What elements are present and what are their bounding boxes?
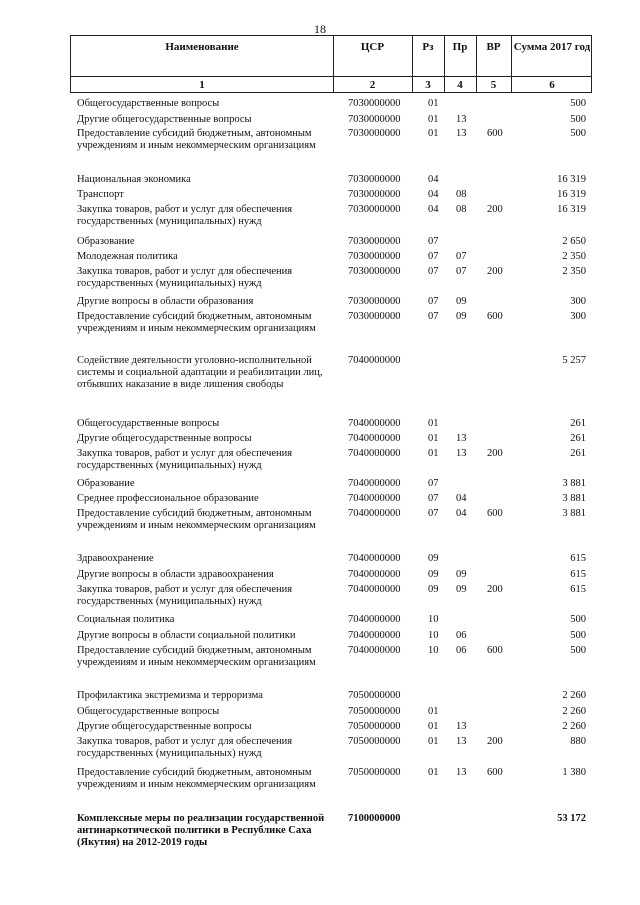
- cell-rz: 07: [428, 236, 439, 247]
- cell-sum: 5 257: [562, 355, 586, 366]
- cell-rz: 07: [428, 311, 439, 322]
- cell-pr: 13: [456, 128, 467, 139]
- cell-rz: 04: [428, 174, 439, 185]
- cell-name: Закупка товаров, работ и услуг для обеспечения государственных (муниципальных) нужд: [77, 448, 293, 471]
- cell-rz: 10: [428, 630, 439, 641]
- cell-rz: 07: [428, 508, 439, 519]
- header-num-3: 3: [425, 79, 431, 91]
- cell-rz: 04: [428, 204, 439, 215]
- cell-rz: 09: [428, 584, 439, 595]
- cell-csr: 7030000000: [348, 174, 401, 185]
- cell-sum: 500: [570, 114, 586, 125]
- cell-rz: 07: [428, 296, 439, 307]
- cell-sum: 3 881: [562, 493, 586, 504]
- cell-name: Молодежная политика: [77, 251, 178, 262]
- cell-csr: 7050000000: [348, 736, 401, 747]
- cell-name: Общегосударственные вопросы: [77, 98, 220, 109]
- cell-vr: 600: [487, 645, 503, 656]
- cell-csr: 7030000000: [348, 98, 401, 109]
- cell-pr: 13: [456, 114, 467, 125]
- header-num-1: 1: [199, 79, 205, 91]
- cell-name: Общегосударственные вопросы: [77, 706, 220, 717]
- cell-sum: 3 881: [562, 508, 586, 519]
- cell-name: Комплексные меры по реализации государственной антинаркотической политики в Республике Саха (Якутия) на 2012-2019 годы: [77, 813, 325, 848]
- cell-pr: 06: [456, 645, 467, 656]
- cell-csr: 7030000000: [348, 251, 401, 262]
- cell-sum: 300: [570, 311, 586, 322]
- cell-name: Здравоохранение: [77, 553, 154, 564]
- cell-name: Другие вопросы в области социальной политики: [77, 630, 296, 641]
- cell-rz: 10: [428, 645, 439, 656]
- cell-rz: 10: [428, 614, 439, 625]
- cell-csr: 7050000000: [348, 690, 401, 701]
- cell-csr: 7050000000: [348, 706, 401, 717]
- cell-csr: 7030000000: [348, 311, 401, 322]
- header-num-4: 4: [457, 79, 463, 91]
- cell-pr: 04: [456, 508, 467, 519]
- cell-sum: 16 319: [557, 174, 586, 185]
- cell-rz: 04: [428, 189, 439, 200]
- cell-csr: 7040000000: [348, 355, 401, 366]
- cell-sum: 2 260: [562, 706, 586, 717]
- cell-pr: 09: [456, 569, 467, 580]
- page-number: 18: [314, 22, 326, 36]
- cell-name: Транспорт: [77, 189, 124, 200]
- cell-name: Предоставление субсидий бюджетным, автономным учреждениям и иным некоммерческим организациям: [77, 645, 316, 668]
- cell-sum: 3 881: [562, 478, 586, 489]
- cell-rz: 01: [428, 448, 439, 459]
- cell-name: Социальная политика: [77, 614, 175, 625]
- cell-csr: 7030000000: [348, 128, 401, 139]
- cell-vr: 200: [487, 736, 503, 747]
- cell-vr: 200: [487, 448, 503, 459]
- header-csr: ЦСР: [360, 41, 385, 53]
- cell-rz: 01: [428, 706, 439, 717]
- cell-rz: 09: [428, 553, 439, 564]
- cell-csr: 7040000000: [348, 448, 401, 459]
- header-vr: ВР: [486, 41, 501, 53]
- cell-sum: 2 260: [562, 721, 586, 732]
- cell-csr: 7040000000: [348, 630, 401, 641]
- cell-sum: 500: [570, 645, 586, 656]
- cell-rz: 01: [428, 418, 439, 429]
- cell-rz: 09: [428, 569, 439, 580]
- cell-csr: 7050000000: [348, 721, 401, 732]
- cell-pr: 09: [456, 584, 467, 595]
- cell-pr: 13: [456, 448, 467, 459]
- header-rz: Рз: [422, 41, 434, 53]
- cell-vr: 600: [487, 767, 503, 778]
- cell-name: Предоставление субсидий бюджетным, автономным учреждениям и иным некоммерческим организациям: [77, 311, 316, 334]
- cell-rz: 07: [428, 493, 439, 504]
- cell-sum: 500: [570, 128, 586, 139]
- cell-sum: 615: [570, 584, 586, 595]
- cell-rz: 01: [428, 98, 439, 109]
- cell-csr: 7040000000: [348, 493, 401, 504]
- cell-sum: 2 350: [562, 251, 586, 262]
- cell-csr: 7040000000: [348, 569, 401, 580]
- cell-vr: 200: [487, 204, 503, 215]
- cell-name: Образование: [77, 478, 135, 489]
- cell-pr: 09: [456, 296, 467, 307]
- cell-csr: 7040000000: [348, 645, 401, 656]
- header-num-6: 6: [549, 79, 555, 91]
- cell-sum: 880: [570, 736, 586, 747]
- cell-name: Другие общегосударственные вопросы: [77, 721, 252, 732]
- cell-name: Другие вопросы в области образования: [77, 296, 254, 307]
- cell-sum: 1 380: [562, 767, 586, 778]
- cell-sum: 2 650: [562, 236, 586, 247]
- cell-name: Другие вопросы в области здравоохранения: [77, 569, 274, 580]
- cell-sum: 261: [570, 433, 586, 444]
- cell-sum: 16 319: [557, 189, 586, 200]
- cell-rz: 01: [428, 767, 439, 778]
- cell-name: Другие общегосударственные вопросы: [77, 114, 252, 125]
- cell-name: Закупка товаров, работ и услуг для обеспечения государственных (муниципальных) нужд: [77, 736, 293, 759]
- cell-sum: 500: [570, 98, 586, 109]
- cell-csr: 7050000000: [348, 767, 401, 778]
- cell-rz: 01: [428, 114, 439, 125]
- cell-csr: 7030000000: [348, 189, 401, 200]
- cell-pr: 13: [456, 721, 467, 732]
- cell-pr: 09: [456, 311, 467, 322]
- header-sum: Сумма 2017 год: [513, 41, 591, 53]
- cell-rz: 01: [428, 433, 439, 444]
- header-divider: [71, 76, 591, 77]
- cell-rz: 07: [428, 478, 439, 489]
- cell-csr: 7040000000: [348, 614, 401, 625]
- cell-sum: 261: [570, 448, 586, 459]
- cell-name: Общегосударственные вопросы: [77, 418, 220, 429]
- cell-csr: 7040000000: [348, 584, 401, 595]
- cell-pr: 08: [456, 204, 467, 215]
- cell-sum: 261: [570, 418, 586, 429]
- cell-name: Закупка товаров, работ и услуг для обеспечения государственных (муниципальных) нужд: [77, 266, 293, 289]
- header-name: Наименование: [165, 41, 239, 53]
- header-num-2: 2: [369, 79, 376, 91]
- cell-name: Закупка товаров, работ и услуг для обеспечения государственных (муниципальных) нужд: [77, 584, 293, 607]
- cell-name: Предоставление субсидий бюджетным, автономным учреждениям и иным некоммерческим организациям: [77, 128, 316, 151]
- cell-name: Другие общегосударственные вопросы: [77, 433, 252, 444]
- cell-vr: 600: [487, 128, 503, 139]
- cell-csr: 7040000000: [348, 553, 401, 564]
- cell-csr: 7030000000: [348, 236, 401, 247]
- cell-sum: 2 350: [562, 266, 586, 277]
- cell-name: Предоставление субсидий бюджетным, автономным учреждениям и иным некоммерческим организациям: [77, 767, 316, 790]
- header-pr: Пр: [452, 41, 468, 53]
- cell-sum: 500: [570, 614, 586, 625]
- cell-rz: 07: [428, 266, 439, 277]
- header-num-5: 5: [490, 79, 497, 91]
- cell-name: Предоставление субсидий бюджетным, автономным учреждениям и иным некоммерческим организациям: [77, 508, 316, 531]
- cell-csr: 7030000000: [348, 296, 401, 307]
- cell-name: Содействие деятельности уголовно-исполнительной системы и социальной адаптации и реабилитации лиц, отбывших наказание в виде лишения свободы: [77, 355, 323, 390]
- cell-sum: 500: [570, 630, 586, 641]
- cell-sum: 615: [570, 569, 586, 580]
- cell-csr: 7040000000: [348, 478, 401, 489]
- cell-pr: 06: [456, 630, 467, 641]
- cell-csr: 7030000000: [348, 114, 401, 125]
- cell-pr: 08: [456, 189, 467, 200]
- cell-name: Профилактика экстремизма и терроризма: [77, 690, 263, 701]
- cell-name: Образование: [77, 236, 135, 247]
- cell-sum: 300: [570, 296, 586, 307]
- cell-sum: 2 260: [562, 690, 586, 701]
- cell-rz: 01: [428, 736, 439, 747]
- cell-csr: 7040000000: [348, 508, 401, 519]
- cell-rz: 01: [428, 128, 439, 139]
- cell-vr: 600: [487, 311, 503, 322]
- cell-pr: 04: [456, 493, 467, 504]
- cell-name: Закупка товаров, работ и услуг для обеспечения государственных (муниципальных) нужд: [77, 204, 293, 227]
- cell-csr: 7100000000: [348, 813, 401, 824]
- cell-vr: 200: [487, 266, 503, 277]
- cell-pr: 13: [456, 767, 467, 778]
- table-header: [70, 35, 592, 93]
- cell-vr: 200: [487, 584, 503, 595]
- cell-csr: 7030000000: [348, 204, 401, 215]
- cell-pr: 07: [456, 251, 467, 262]
- cell-pr: 13: [456, 736, 467, 747]
- cell-rz: 01: [428, 721, 439, 732]
- cell-csr: 7030000000: [348, 266, 401, 277]
- cell-rz: 07: [428, 251, 439, 262]
- cell-sum: 615: [570, 553, 586, 564]
- cell-vr: 600: [487, 508, 503, 519]
- cell-sum: 16 319: [557, 204, 586, 215]
- cell-pr: 13: [456, 433, 467, 444]
- cell-pr: 07: [456, 266, 467, 277]
- cell-sum: 53 172: [557, 813, 586, 824]
- cell-name: Национальная экономика: [77, 174, 191, 185]
- cell-csr: 7040000000: [348, 418, 401, 429]
- cell-csr: 7040000000: [348, 433, 401, 444]
- cell-name: Среднее профессиональное образование: [77, 493, 259, 504]
